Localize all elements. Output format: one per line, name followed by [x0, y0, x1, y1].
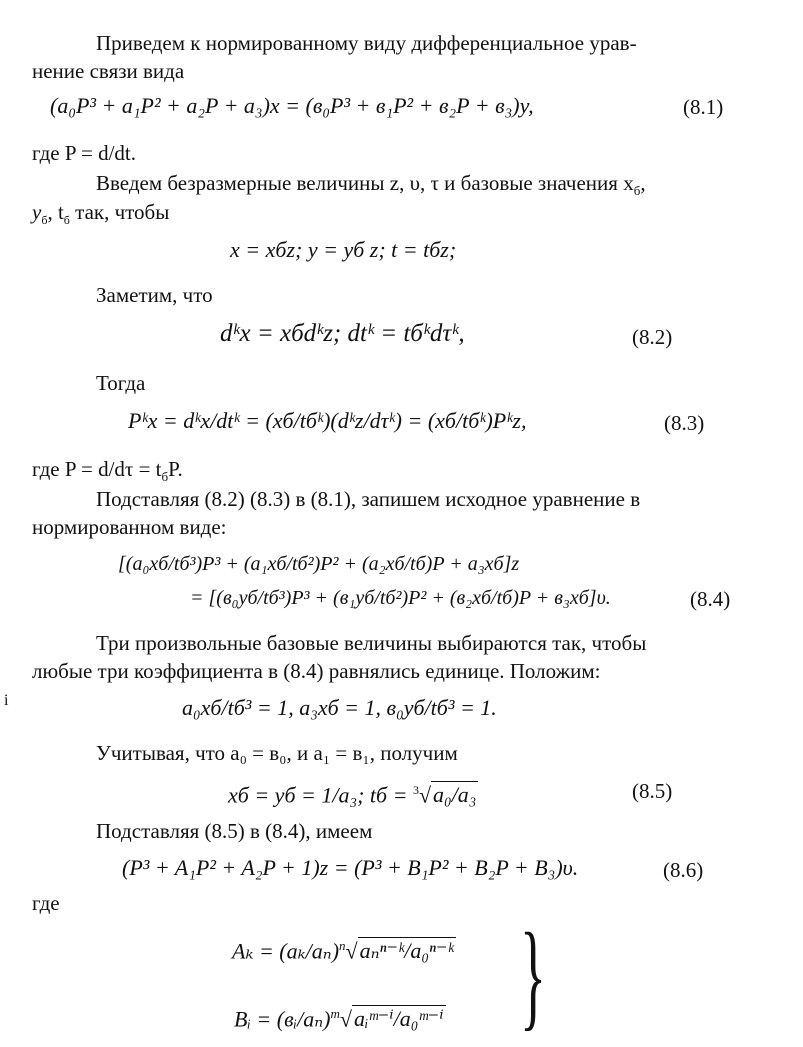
equation-8-6-number: (8.6) — [663, 858, 704, 882]
definition-p: где P = d/dt. — [32, 141, 136, 165]
then-text: Тогда — [96, 371, 146, 395]
equation-8-5 — [228, 776, 478, 809]
right-brace-icon: } — [520, 908, 546, 1041]
radical-icon: √ — [418, 782, 432, 808]
equation-b-i-radicand: aᵢᵐ⁻ⁱ/a₀ᵐ⁻ⁱ — [353, 1006, 444, 1032]
equation-base-choice: a₀xб/tб³ = 1, a₃xб = 1, в₀yб/tб³ = 1. — [182, 695, 497, 720]
equation-b-i-root-index: m — [330, 1006, 340, 1021]
paragraph-3-line-2: нормированном виде: — [32, 515, 227, 539]
paragraph-5-line-1: Учитывая, что a₀ = в₀, и a₁ = в₁, получим — [96, 741, 458, 765]
equation-8-2-number: (8.2) — [632, 325, 673, 349]
equation-a-k-radicand: aₙⁿ⁻ᵏ/a₀ⁿ⁻ᵏ — [359, 938, 454, 964]
equation-8-1: (a₀P³ + a₁P² + a₂P + a₃)x = (в₀P³ + в₁P² + в₂P + в₃)y, — [50, 93, 534, 118]
equation-8-5-root-index: 3 — [412, 783, 419, 797]
paragraph-2-t: , t — [47, 200, 64, 224]
paragraph-2-line-1 — [96, 170, 646, 204]
equation-8-5-radicand: a₀/a₃ — [433, 782, 477, 808]
equation-a-k-root-index: n — [339, 938, 346, 953]
radical-icon: √ — [345, 938, 358, 964]
paragraph-2-line-2 — [32, 199, 169, 233]
equation-8-5-left: xб = yб = 1/a₃; tб = — [228, 782, 413, 808]
paragraph-6-line-1: Подставляя (8.5) в (8.4), имеем — [96, 819, 373, 843]
equation-8-4-line-2: = [(в₀yб/tб³)P³ + (в₁yб/tб²)P² + (в₂xб/tб)P + в₃xб]υ. — [190, 587, 611, 609]
paragraph-2-rest: так, чтобы — [69, 200, 170, 224]
equation-b-i — [234, 1000, 446, 1033]
definition-normalized-p-sub: б — [161, 469, 169, 485]
paragraph-2-y-sub: б — [41, 213, 48, 228]
definition-normalized-p-end: P. — [168, 457, 183, 481]
definition-normalized-p-text: где P = d/dτ = t — [32, 457, 162, 481]
paragraph-2-y: y — [32, 200, 42, 224]
paragraph-2-subscript: б — [633, 183, 641, 199]
paragraph-2-t-sub: б — [63, 213, 70, 228]
paragraph-4-line-1: Три произвольные базовые величины выбираются так, чтобы — [96, 631, 647, 655]
equation-8-6: (P³ + A₁P² + A₂P + 1)z = (P³ + B₁P² + B₂P + B₃)υ. — [122, 855, 579, 880]
equation-8-1-number: (8.1) — [683, 95, 724, 119]
equation-8-2: dᵏx = xбdᵏz; dtᵏ = tбᵏdτᵏ, — [220, 320, 465, 347]
equation-8-4-number: (8.4) — [690, 587, 731, 611]
paragraph-3-line-1: Подставляя (8.2) (8.3) в (8.1), запишем исходное уравнение в — [96, 487, 641, 511]
equation-a-k — [232, 932, 456, 965]
equation-8-3-number: (8.3) — [664, 411, 705, 435]
radical-icon: √ — [339, 1006, 352, 1032]
where-text: где — [32, 891, 60, 915]
equation-8-5-number: (8.5) — [632, 779, 673, 803]
equation-8-3: Pᵏx = dᵏx/dtᵏ = (xб/tбᵏ)(dᵏz/dτᵏ) = (xб/tбᵏ)Pᵏz, — [128, 408, 527, 433]
note-text: Заметим, что — [96, 283, 213, 307]
equation-b-i-left: Bᵢ = (вᵢ/aₙ) — [234, 1006, 331, 1032]
equation-8-4-line-1: [(a₀xб/tб³)P³ + (a₁xб/tб²)P² + (a₂xб/tб)P + a₃xб]z — [118, 553, 520, 575]
equation-substitution: x = xбz; y = yб z; t = tбz; — [230, 237, 457, 262]
paragraph-1-line-2: нение связи вида — [32, 59, 185, 83]
paragraph-1-line-1: Приведем к нормированному виду дифференциальное урав- — [96, 31, 637, 55]
paragraph-4-line-2: любые три коэффициента в (8.4) равнялись единице. Положим: — [32, 659, 601, 683]
paragraph-2-line-1-text: Введем безразмерные величины z, υ, τ и базовые значения x — [96, 171, 634, 195]
paragraph-2-comma: , — [640, 171, 646, 195]
margin-mark: i — [4, 692, 9, 709]
equation-a-k-left: Aₖ = (aₖ/aₙ) — [232, 938, 340, 964]
